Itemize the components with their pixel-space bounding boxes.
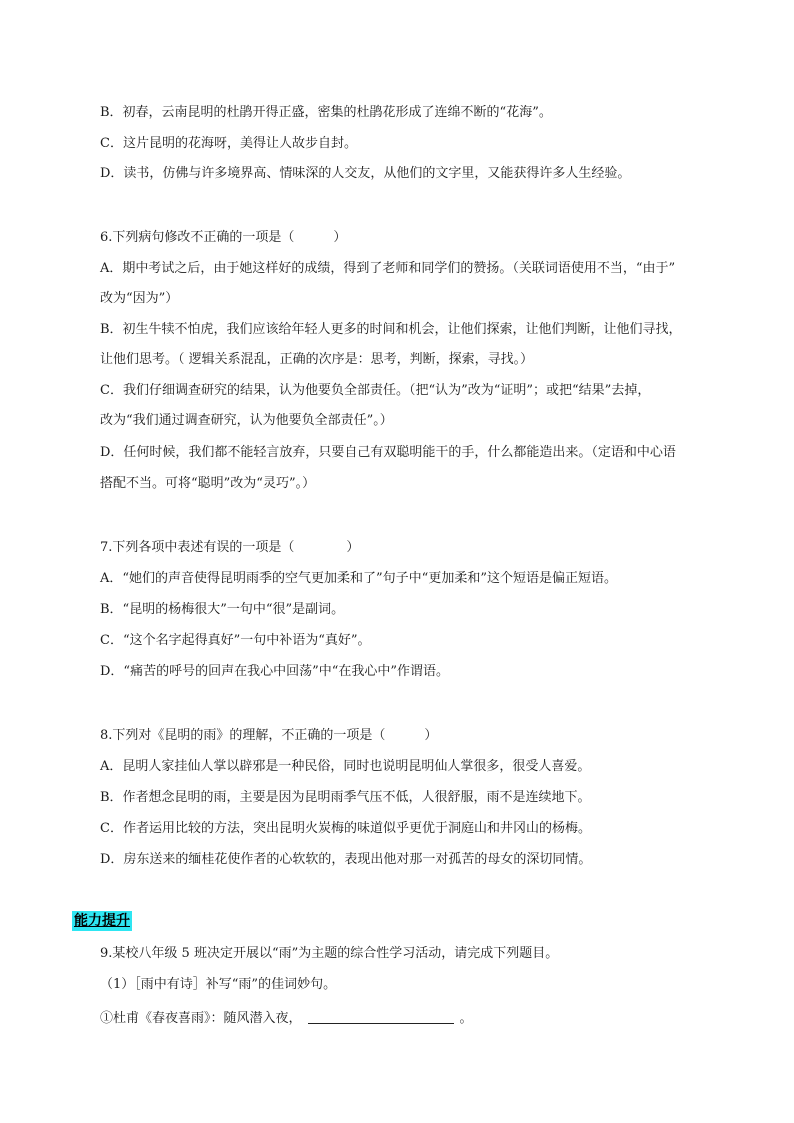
q7-stem: 7.下列各项中表述有误的一项是（ ） <box>100 540 360 555</box>
q8-stem: 8.下列对《昆明的雨》的理解，不正确的一项是（ ） <box>100 728 438 743</box>
q5-option-c: C．这片昆明的花海呀，美得让人故步自封。 <box>100 136 357 151</box>
q5-option-b: B．初春，云南昆明的杜鹃开得正盛，密集的杜鹃花形成了连绵不断的“花海”。 <box>100 105 552 120</box>
q8-option-d: D．房东送来的缅桂花使作者的心软软的，表现出他对那一对孤苦的母女的深切同情。 <box>100 852 592 867</box>
q9-stem: 9.某校八年级 5 班决定开展以“雨”为主题的综合性学习活动，请完成下列题目。 <box>100 946 559 961</box>
q6-option-a-line1: A．期中考试之后，由于她这样好的成绩，得到了老师和同学们的赞扬。（关联词语使用不当，“由于” <box>100 261 676 276</box>
q6-option-c-line2: 改为“我们通过调查研究，认为他要负全部责任”。） <box>100 413 393 428</box>
q9-item1-prefix: ①杜甫《春夜喜雨》：随风潜入夜， <box>100 1011 302 1026</box>
q6-option-a-line2: 改为“因为”） <box>100 291 179 306</box>
q7-option-a: A．“她们的声音使得昆明雨季的空气更加柔和了”句子中“更加柔和”这个短语是偏正短语。 <box>100 571 617 586</box>
q9-sub1: （1）［雨中有诗］补写“雨”的佳词妙句。 <box>100 977 337 992</box>
q6-stem: 6.下列病句修改不正确的一项是（ ） <box>100 230 347 245</box>
q8-option-c: C．作者运用比较的方法，突出昆明火炭梅的味道似乎更优于洞庭山和井冈山的杨梅。 <box>100 821 591 836</box>
q6-option-b-line1: B．初生牛犊不怕虎，我们应该给年轻人更多的时间和机会，让他们探索，让他们判断，让他们寻找， <box>100 322 682 337</box>
q5-option-d: D．读书，仿佛与许多境界高、情味深的人交友，从他们的文字里，又能获得许多人生经验。 <box>100 166 631 181</box>
q8-option-a: A．昆明人家挂仙人掌以辟邪是一种民俗，同时也说明昆明仙人掌很多，很受人喜爱。 <box>100 759 591 774</box>
q6-option-d-line1: D．任何时候，我们都不能轻言放弃，只要自己有双聪明能干的手，什么都能造出来。（定语和中心语 <box>100 445 676 460</box>
section-title-ability-boost: 能力提升 <box>74 913 130 929</box>
q6-option-b-line2: 让他们思考。（ 逻辑关系混乱，正确的次序是：思考，判断，探索，寻找。） <box>100 352 534 367</box>
q7-option-c: C．“这个名字起得真好”一句中补语为“真好”。 <box>100 633 371 648</box>
q7-option-b: B．“昆明的杨梅很大”一句中“很”是副词。 <box>100 602 345 617</box>
q8-option-b: B．作者想念昆明的雨，主要是因为昆明雨季气压不低，人很舒服，雨不是连续地下。 <box>100 790 591 805</box>
answer-blank[interactable] <box>308 1009 454 1024</box>
q6-option-d-line2: 搭配不当。可将“聪明”改为“灵巧”。） <box>100 476 316 491</box>
q7-option-d: D．“痛苦的呼号的回声在我心中回荡”中“在我心中”作谓语。 <box>100 664 450 679</box>
q9-item1-suffix: 。 <box>459 1011 473 1026</box>
q9-item1 <box>100 1009 740 1029</box>
q6-option-c-line1: C．我们仔细调查研究的结果，认为他要负全部责任。（把“认为”改为“证明”；或把“结果”去掉， <box>100 383 651 398</box>
